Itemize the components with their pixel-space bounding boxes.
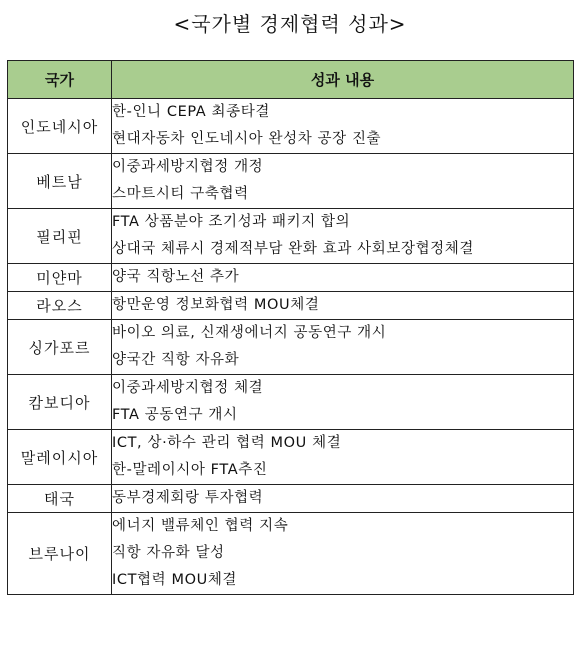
result-line: FTA 공동연구 개시 [112, 407, 238, 423]
table-row [8, 320, 574, 375]
result-line: 이중과세방지협정 개정 [112, 159, 264, 175]
result-line: 에너지 밸류체인 협력 지속 [112, 518, 289, 534]
country-cell: 태국 [8, 485, 112, 513]
content-cell [112, 264, 574, 292]
cooperation-results-table [7, 60, 574, 595]
content-cell [112, 375, 574, 430]
result-line: 항만운영 정보화협력 MOU체결 [112, 297, 320, 313]
table-row [8, 485, 574, 513]
result-line: 직항 자유화 달성 [112, 545, 225, 561]
country-cell: 필리핀 [8, 209, 112, 264]
content-cell [112, 292, 574, 320]
header-country: 국가 [8, 61, 112, 99]
country-cell: 브루나이 [8, 513, 112, 595]
content-cell [112, 430, 574, 485]
header-content: 성과 내용 [112, 61, 574, 99]
result-line: 양국간 직항 자유화 [112, 352, 240, 368]
content-cell [112, 154, 574, 209]
content-cell [112, 485, 574, 513]
table-row [8, 375, 574, 430]
result-line: 이중과세방지협정 체결 [112, 380, 264, 396]
table-row [8, 264, 574, 292]
content-cell [112, 320, 574, 375]
result-line: ICT협력 MOU체결 [112, 572, 238, 588]
result-line: 양국 직항노선 추가 [112, 269, 240, 285]
content-cell [112, 209, 574, 264]
table-row [8, 99, 574, 154]
content-cell [112, 513, 574, 595]
result-line: 한-인니 CEPA 최종타결 [112, 104, 270, 120]
country-cell: 캄보디아 [8, 375, 112, 430]
result-line: 한-말레이시아 FTA추진 [112, 462, 268, 478]
country-cell: 인도네시아 [8, 99, 112, 154]
country-cell: 말레이시아 [8, 430, 112, 485]
country-cell: 싱가포르 [8, 320, 112, 375]
table-row [8, 513, 574, 595]
table-row [8, 209, 574, 264]
result-line: 상대국 체류시 경제적부담 완화 효과 사회보장협정체결 [112, 241, 475, 257]
document-title: <국가별 경제협력 성과> [173, 12, 407, 36]
result-line: ICT, 상·하수 관리 협력 MOU 체결 [112, 435, 342, 451]
result-line: FTA 상품분야 조기성과 패키지 합의 [112, 214, 351, 230]
result-line: 동부경제회랑 투자협력 [112, 490, 264, 506]
result-line: 스마트시티 구축협력 [112, 186, 249, 202]
table-row [8, 154, 574, 209]
content-cell [112, 99, 574, 154]
result-line: 바이오 의료, 신재생에너지 공동연구 개시 [112, 325, 387, 341]
country-cell: 베트남 [8, 154, 112, 209]
country-cell: 미얀마 [8, 264, 112, 292]
table-row [8, 292, 574, 320]
table-row [8, 430, 574, 485]
result-line: 현대자동차 인도네시아 완성차 공장 진출 [112, 131, 382, 147]
table-header-row [8, 61, 574, 99]
table-body [8, 99, 574, 595]
country-cell: 라오스 [8, 292, 112, 320]
